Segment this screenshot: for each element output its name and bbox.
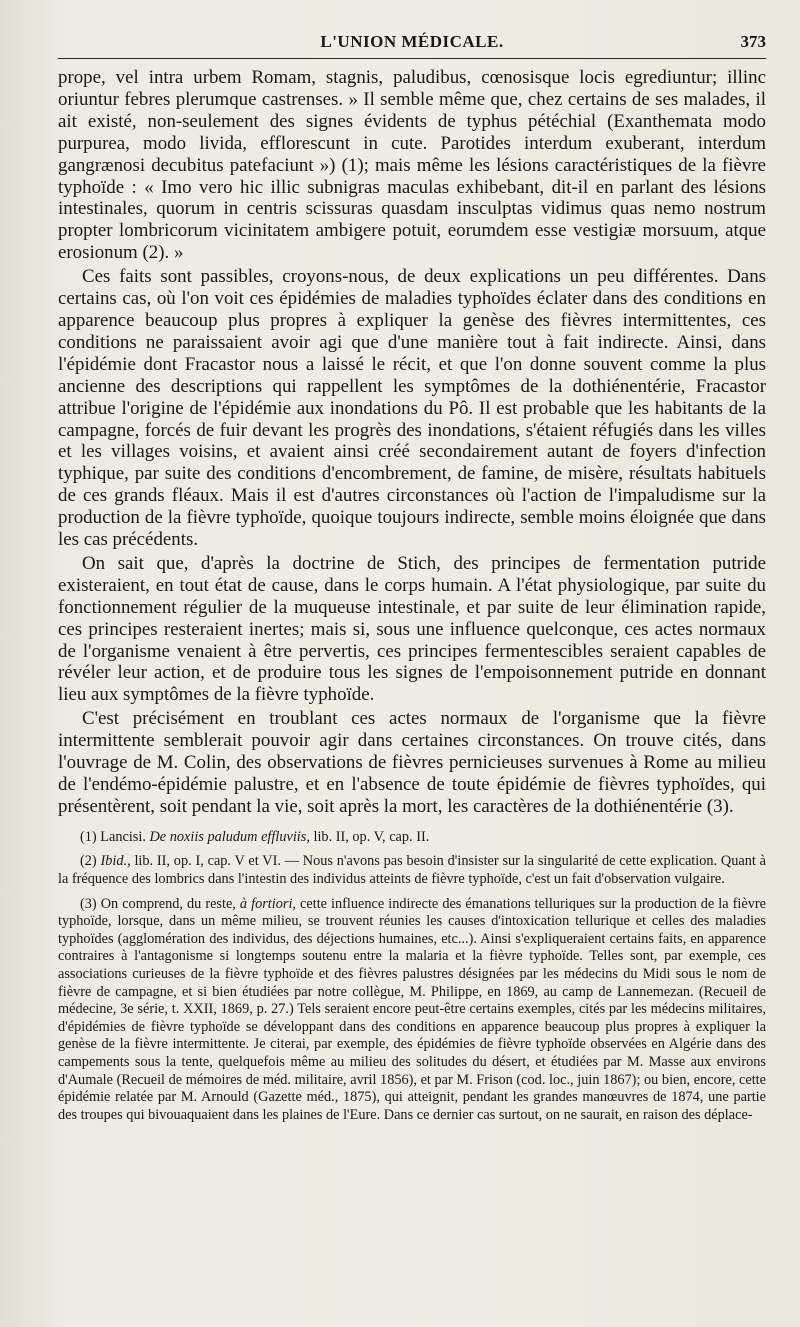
paragraph: C'est précisément en troublant ces actes normaux de l'organisme que la fièvre intermittente semblerait pouvoir agir dans certaines circonstances. On trouve cités, dans l'ouvrage de M. Colin, des observations de fièvres pernicieuses survenues à Rome au milieu de l'endémo-épidémie palustre, et en l'absence de toute épidémie de fièvres typhoïdes, qui présentèrent, soit pendant la vie, soit après la mort, les caractères de la dothiénentérie (3).	[58, 708, 766, 817]
paragraph: prope, vel intra urbem Romam, stagnis, paludibus, cœnosisque locis egrediuntur; illinc oriuntur febres plerumque castrenses. » Il semble même que, chez certains de ses malades, il ait existé, non-seulement des signes évidents de typhus pétéchial (Exanthemata modo purpurea, modo livida, efflorescunt in cute. Parotides interdum exuberant, interdum gangrænosi decubitus patefaciunt ») (1); mais même les lésions caractéristiques de la fièvre typhoïde : « Imo vero hic illic subnigras maculas exhibebant, dit-il en parlant des lésions intestinales, quorum in centris scissuras quasdam insculptas vidimus quas nemo nostrum propter lombricorum vicinitatem ambigere potuit, eorumdem esse vestigiæ morsuum, atque erosionum (2). »	[58, 67, 766, 264]
footnote-text: (1) Lancisi.	[80, 828, 150, 845]
footnote-text: (3) On comprend, du reste,	[80, 895, 240, 912]
paragraph: On sait que, d'après la doctrine de Stich, des principes de fermentation putride existeraient, en tout état de cause, dans le corps humain. A l'état physiologique, par suite du fonctionnement régulier de la muqueuse intestinale, et par suite de leur élimination rapide, ces principes resteraient inertes; mais si, sous une influence quelconque, ces actes normaux de l'organisme venaient à être pervertis, ces principes fermentescibles seraient capables de révéler leur action, et de produire tous les signes de l'empoisonnement putride en donnant lieu aux symptômes de la fièvre typhoïde.	[58, 552, 766, 706]
running-title: L'UNION MÉDICALE.	[320, 32, 504, 51]
page-header	[58, 28, 766, 59]
paragraph: Ces faits sont passibles, croyons-nous, de deux explications un peu différentes. Dans certains cas, où l'on voit ces épidémies de maladies typhoïdes éclater dans des conditions en apparence beaucoup plus propres à expliquer la genèse des fièvres intermittentes, ces conditions ne paraissaient avoir agi que d'une manière tout à fait indirecte. Ainsi, dans l'épidémie dont Fracastor nous a laissé le récit, et que l'on donne souvent comme la plus ancienne des descriptions qui rappellent les symptômes de la dothiénentérie, Fracastor attribue l'origine de l'épidémie aux inondations du Pô. Il est probable que les habitants de la campagne, forcés de fuir devant les progrès des inondations, s'étaient réfugiés dans les villes et les villages voisins, et avaient ainsi créé secondairement autant de foyers d'infection typhique, par suite des conditions d'encombrement, de famine, de misère, résultats habituels de ces grands fléaux. Mais il est d'autres circonstances où l'action de l'impaludisme sur la production de la fièvre typhoïde, quoique toujours indirecte, semble moins éloignée que dans les cas précédents.	[58, 266, 766, 551]
main-text	[58, 67, 766, 818]
page-number: 373	[740, 32, 766, 51]
footnote-text: lib. II, op. I, cap. V et VI. — Nous n'avons pas besoin d'insister sur la singularité de cette explication. Quant à la fréquence des lombrics dans l'intestin des individus atteints de fièvre typhoïde, c'est un fait d'observation vulgaire.	[58, 853, 766, 887]
footnote-citation: Ibid.,	[100, 853, 131, 870]
footnote-text: cette influence indirecte des émanations telluriques sur la production de la fièvre typhoïde, lorsque, dans un même milieu, se trouvent réunies les causes d'intoxication tellurique et celles des maladies typhoïdes (agglomération des individus, des déjections humaines, etc...). Ainsi s'expliqueraient certains faits, en apparence contraires à l'antagonisme si longtemps soutenu entre la malaria et la fièvre typhoïde. Telles sont, par exemple, ces associations curieuses de la fièvre typhoïde et des fièvres palustres désignées par les médecins du Midi sous le nom de fièvre de campagne, et si bien étudiées par notre collègue, M. Philippe, en 1869, au camp de Lannemezan. (Recueil de médecine, 3e série, t. XXII, 1869, p. 27.) Tels seraient encore peut-être certains exemples, cités par les médecins militaires, d'épidémies de fièvre typhoïde se développant dans des conditions en apparence beaucoup plus propres à expliquer la genèse de la fièvre intermittente. Je citerai, par exemple, des épidémies de fièvre typhoïde observées en Algérie dans des campements sous la tente, quelquefois même au milieu des solitudes du désert, et étudiées par M. Masse aux environs d'Aumale (Recueil de mémoires de méd. militaire, avril 1856), et par M. Frison (cod. loc., juin 1867); ou bien, encore, cette épidémie relatée par M. Arnould (Gazette méd., 1875), qui atteignit, pendant les grandes manœuvres de 1874, une partie des troupes qui bivouaquaient dans les plaines de l'Eure. Dans ce dernier cas surtout, on ne saurait, en raison des déplace-	[58, 895, 766, 1123]
footnotes	[58, 829, 766, 1125]
footnote-citation: De noxiis paludum effluviis,	[149, 828, 310, 845]
footnote-text: lib. II, op. V, cap. II.	[309, 828, 430, 845]
footnote-3	[58, 896, 766, 1125]
footnote-text: (2)	[80, 853, 101, 870]
footnote-citation: à fortiori,	[239, 895, 296, 912]
footnote-2	[58, 853, 766, 888]
footnote-1	[58, 829, 766, 847]
